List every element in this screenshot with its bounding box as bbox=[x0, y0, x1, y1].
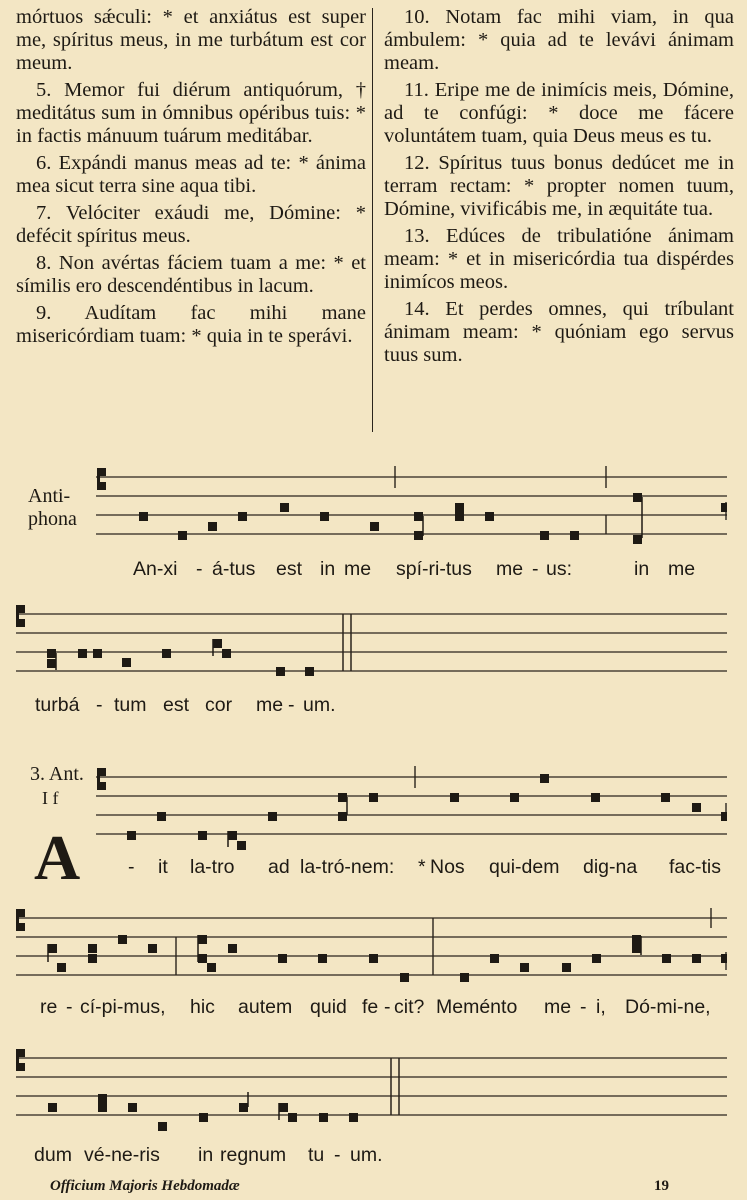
syllable: me bbox=[544, 996, 572, 1018]
psalm-verse: mórtuos sǽculi: * et anxiátus est super me, spíritus meus, in me turbátum est cor meum. bbox=[16, 6, 366, 74]
psalm-verse: 8. Non avértas fáciem tuam a me: * et símilis ero descendéntibus in lacum. bbox=[16, 252, 366, 297]
syllable: dig-na bbox=[583, 856, 638, 878]
chant-staff bbox=[0, 460, 747, 550]
psalm-verse: 13. Edúces de tribulatióne ánimam meam: * et in misericórdia tua dispérdes inimícos meos. bbox=[384, 225, 734, 293]
syllable: in bbox=[634, 558, 650, 580]
syllable: cí-pi-mus, bbox=[80, 996, 166, 1018]
syllable: Dó-mi-ne, bbox=[625, 996, 711, 1018]
psalm-verse: 11. Eripe me de inimícis meis, Dómine, ad te confúgi: * doce me fácere voluntátem tuam, quia Deus meus es tu. bbox=[384, 79, 734, 147]
syllable: ad bbox=[268, 856, 290, 878]
syllable: me bbox=[668, 558, 696, 580]
footer-title: Officium Majoris Hebdomadæ bbox=[50, 1178, 240, 1194]
syllable: turbá bbox=[35, 694, 80, 716]
syllable: me bbox=[256, 694, 284, 716]
syllable: in bbox=[198, 1144, 214, 1166]
syllable: quid bbox=[310, 996, 347, 1018]
syllable: est bbox=[163, 694, 190, 716]
syllable: - bbox=[288, 694, 295, 716]
lyrics-line bbox=[0, 694, 747, 718]
syllable: á-tus bbox=[212, 558, 256, 580]
syllable: est bbox=[276, 558, 303, 580]
syllable: * bbox=[418, 856, 426, 878]
syllable: qui-dem bbox=[489, 856, 560, 878]
antiphon-label-line1: Anti- bbox=[28, 485, 71, 507]
lyrics-line bbox=[0, 856, 747, 880]
syllable: - bbox=[384, 996, 391, 1018]
syllable: - bbox=[196, 558, 203, 580]
chant-staff bbox=[0, 598, 747, 688]
page-number: 19 bbox=[654, 1178, 669, 1194]
syllable: me bbox=[344, 558, 372, 580]
syllable: fe bbox=[362, 996, 379, 1018]
syllable: - bbox=[66, 996, 73, 1018]
syllable: cor bbox=[205, 694, 233, 716]
syllable: vé-ne-ris bbox=[84, 1144, 160, 1166]
syllable: - bbox=[580, 996, 587, 1018]
syllable: dum bbox=[34, 1144, 72, 1166]
lyrics-line bbox=[0, 996, 747, 1020]
psalm-verse: 6. Expándi manus meas ad te: * ánima mea sicut terra sine aqua tibi. bbox=[16, 152, 366, 197]
syllable: regnum bbox=[220, 1144, 287, 1166]
psalm-verse: 10. Notam fac mihi viam, in qua ámbulem: * quia ad te levávi ánimam meam. bbox=[384, 6, 734, 74]
syllable: hic bbox=[190, 996, 215, 1018]
chant-staff bbox=[0, 900, 747, 1000]
syllable: Nos bbox=[430, 856, 465, 878]
syllable: - bbox=[128, 856, 135, 878]
syllable: - bbox=[532, 558, 539, 580]
psalm-verse: 14. Et perdes omnes, qui tríbulant ánimam meam: * quóniam ego servus tuus sum. bbox=[384, 298, 734, 366]
psalm-verse: 12. Spíritus tuus bonus dedúcet me in terram rectam: * propter nomen tuum, Dómine, vivificábis me, in æquitáte tua. bbox=[384, 152, 734, 220]
column-divider bbox=[372, 8, 373, 432]
syllable: us: bbox=[546, 558, 573, 580]
syllable: An-xi bbox=[133, 558, 178, 580]
psalm-left-column bbox=[16, 6, 366, 352]
syllable: me bbox=[496, 558, 524, 580]
syllable: i, bbox=[596, 996, 606, 1018]
chant-staff bbox=[0, 755, 747, 855]
lyrics-line bbox=[0, 558, 747, 582]
syllable: autem bbox=[238, 996, 293, 1018]
antiphon-number-label: 3. Ant. bbox=[30, 763, 84, 785]
syllable: la-tró-nem: bbox=[300, 856, 395, 878]
psalm-right-column bbox=[384, 6, 734, 371]
syllable: in bbox=[320, 558, 336, 580]
syllable: tu bbox=[308, 1144, 325, 1166]
antiphon-label-line2: phona bbox=[28, 508, 77, 530]
syllable: um. bbox=[350, 1144, 383, 1166]
syllable: spí-ri-tus bbox=[396, 558, 472, 580]
psalm-verse: 9. Audítam fac mihi mane misericórdiam tuam: * quia in te sperávi. bbox=[16, 302, 366, 347]
syllable: fac-tis bbox=[669, 856, 722, 878]
chant-staff bbox=[0, 1040, 747, 1140]
syllable: tum bbox=[114, 694, 147, 716]
psalm-verse: 5. Memor fui diérum antiquórum, † meditátus sum in ómnibus opéribus tuis: * in factis mánuum tuárum meditábar. bbox=[16, 79, 366, 147]
syllable: Meménto bbox=[436, 996, 518, 1018]
syllable: cit? bbox=[394, 996, 425, 1018]
syllable: - bbox=[334, 1144, 341, 1166]
initial-letter: A bbox=[34, 822, 81, 893]
mode-label: I f bbox=[42, 788, 59, 808]
syllable: re bbox=[40, 996, 58, 1018]
syllable: la-tro bbox=[190, 856, 235, 878]
syllable: um. bbox=[303, 694, 336, 716]
syllable: - bbox=[96, 694, 103, 716]
psalm-verse: 7. Velóciter exáudi me, Dómine: * defécit spíritus meus. bbox=[16, 202, 366, 247]
syllable: it bbox=[158, 856, 168, 878]
lyrics-line bbox=[0, 1144, 747, 1168]
